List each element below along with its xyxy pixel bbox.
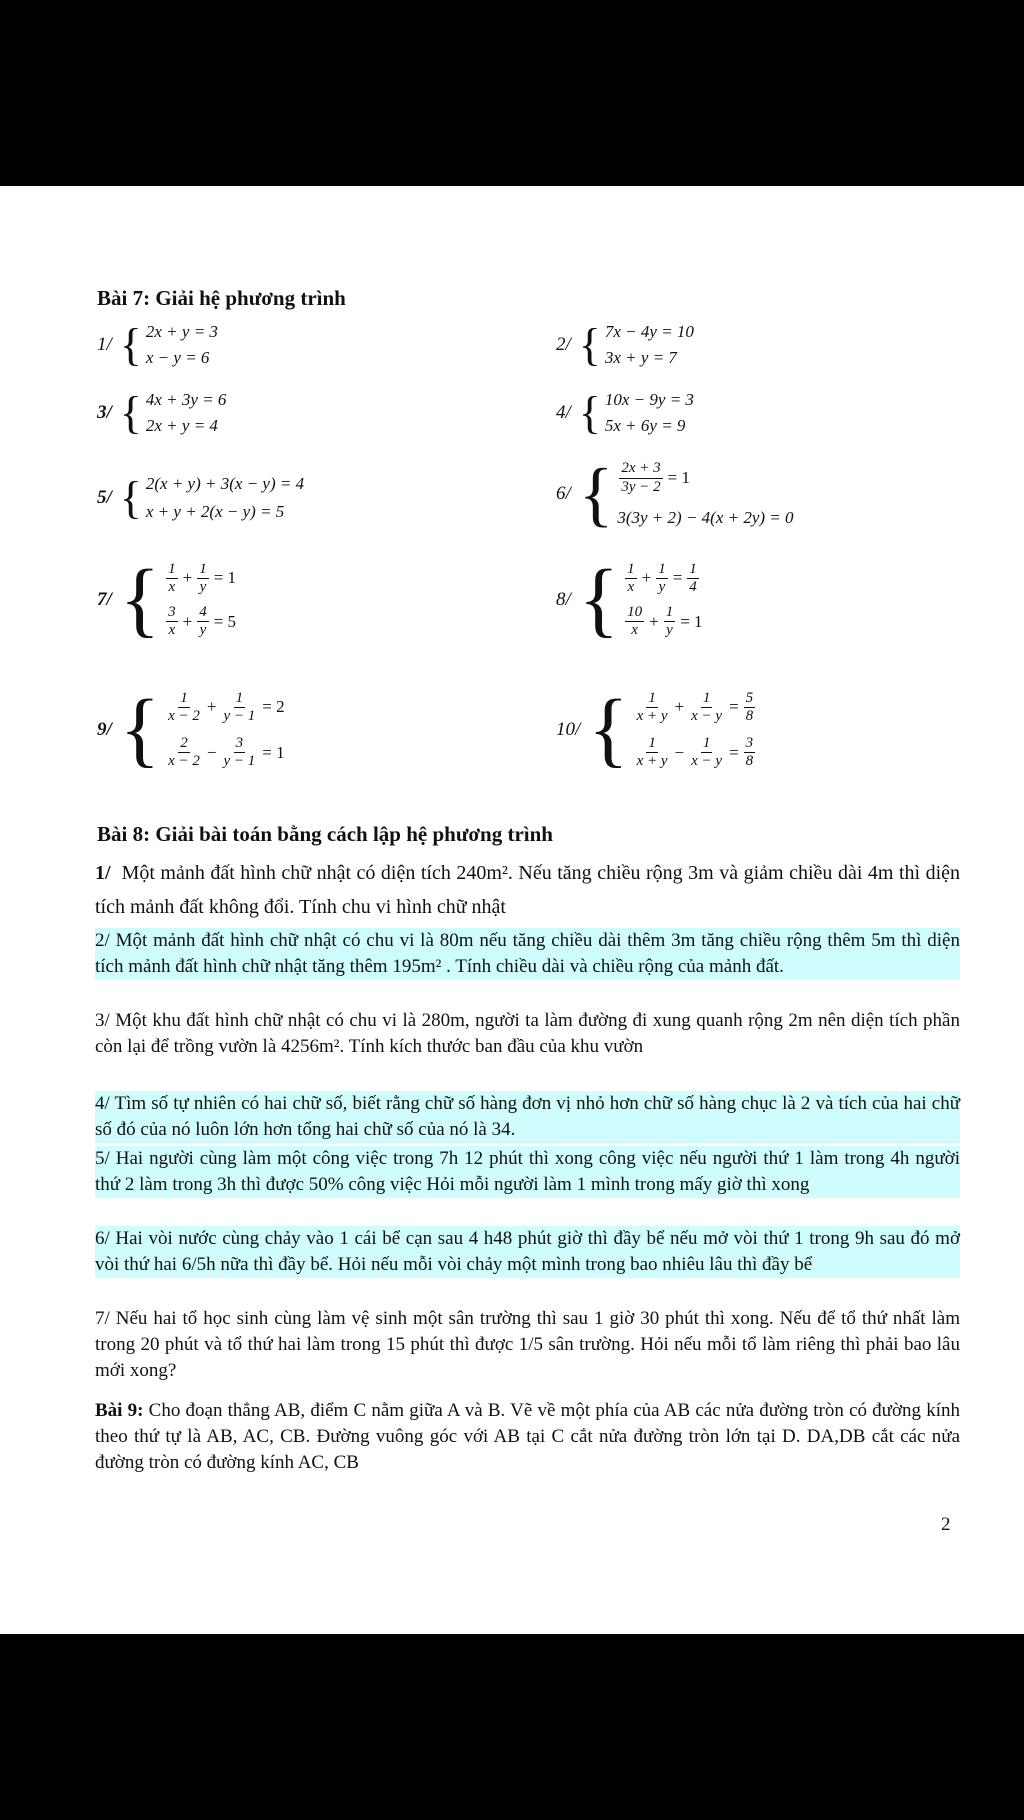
brace-icon: { <box>578 454 614 534</box>
system-label: 7/ <box>97 589 112 610</box>
page-number: 2 <box>941 1514 951 1535</box>
system-6 <box>556 454 794 534</box>
fraction: $\frac{3}{x}$ <box>168 604 176 639</box>
brace-icon: { <box>578 387 601 438</box>
system-label: 4/ <box>556 402 571 423</box>
equation: 5x + 6y = 9 <box>604 416 686 435</box>
fraction: $\frac{1}{y}$ <box>665 604 674 639</box>
equation: $\frac{1}{x}$ + $\frac{1}{y}$ = $\frac{1}{4}$ <box>627 560 697 595</box>
problem-text: Một mảnh đất hình chữ nhật có diện tích 240m². Nếu tăng chiều rộng 3m và giảm chiều dài 4m thì diện tích mảnh đất không đổi. Tính chu vi hình chữ nhật <box>95 862 960 918</box>
system-5 <box>97 474 304 522</box>
fraction: $\frac{1}{x - y}$ <box>691 689 723 724</box>
document-page <box>0 186 1024 1634</box>
fraction: $\frac{1}{4}$ <box>689 560 697 595</box>
fraction: $\frac{1}{x - y}$ <box>691 735 723 770</box>
equation: 3x + y = 7 <box>604 348 677 367</box>
fraction: $\frac{2}{x - 2}$ <box>168 735 200 770</box>
equation: x − y = 6 <box>145 348 210 367</box>
problem-7: 7/ Nếu hai tổ học sinh cùng làm vệ sinh một sân trường thì sau 1 giờ 30 phút thì xong. Nếu để tổ thứ nhất làm trong 20 phút và tổ thứ hai làm trong 15 phút thì được 1/5 sân trường. Hỏi nếu mỗi tổ làm riêng thì phải bao lâu mới xong? <box>95 1308 960 1381</box>
equation: 3(3y + 2) − 4(x + 2y) = 0 <box>617 507 794 527</box>
problem-3: 3/ Một khu đất hình chữ nhật có chu vi là 280m, người ta làm đường đi xung quanh rộng 2m nên diện tích phần còn lại để trồng vườn là 4256m². Tính kích thước ban đầu của khu vườn <box>95 1010 960 1057</box>
fraction: $\frac{10}{x}$ <box>627 604 643 639</box>
equation: 4x + 3y = 6 <box>145 390 227 409</box>
equation: x + y + 2(x − y) = 5 <box>145 502 285 521</box>
system-9 <box>97 683 288 776</box>
system-label: 6/ <box>556 483 571 504</box>
equation: $\frac{1}{x}$ + $\frac{1}{y}$ = 1 <box>168 560 237 595</box>
fraction: $\frac{1}{x}$ <box>627 560 635 595</box>
fraction: $\frac{2x + 3}{3y - 2}$ <box>621 460 661 495</box>
system-10 <box>556 683 757 776</box>
equation: $\frac{1}{x + y}$ + $\frac{1}{x - y}$ = $\frac{5}{8}$ <box>636 689 754 724</box>
equation: 7x − 4y = 10 <box>604 322 694 341</box>
equation: 2(x + y) + 3(x − y) = 4 <box>145 474 305 493</box>
bai8-title: Bài 8: Giải bài toán bằng cách lập hệ phương trình <box>97 822 553 846</box>
system-label: 8/ <box>556 589 571 610</box>
brace-icon: { <box>119 683 161 776</box>
problem-label: 1/ <box>95 862 111 884</box>
system-1 <box>97 319 218 370</box>
fraction: $\frac{1}{x + y}$ <box>636 735 668 770</box>
equation: $\frac{1}{x + y}$ − $\frac{1}{x - y}$ = $\frac{3}{8}$ <box>636 735 754 770</box>
brace-icon: { <box>578 553 620 646</box>
system-2 <box>556 319 694 370</box>
equation: $\frac{2x + 3}{3y - 2}$ = 1 <box>621 460 690 495</box>
equation: $\frac{3}{x}$ + $\frac{4}{y}$ = 5 <box>168 604 237 639</box>
brace-icon: { <box>119 472 142 523</box>
equation: $\frac{10}{x}$ + $\frac{1}{y}$ = 1 <box>627 604 703 639</box>
bai7-title: Bài 7: Giải hệ phương trình <box>97 286 346 310</box>
fraction: $\frac{1}{y - 1}$ <box>223 689 256 724</box>
equation: 10x − 9y = 3 <box>604 390 694 409</box>
fraction: $\frac{1}{x}$ <box>168 560 176 595</box>
system-label: 5/ <box>97 487 112 508</box>
fraction: $\frac{1}{y}$ <box>199 560 207 595</box>
fraction: $\frac{5}{8}$ <box>745 689 754 724</box>
fraction: $\frac{4}{y}$ <box>199 604 207 639</box>
system-4 <box>556 387 694 438</box>
equation: $\frac{2}{x - 2}$ − $\frac{3}{y - 1}$ = 1 <box>168 735 285 770</box>
brace-icon: { <box>119 553 161 646</box>
problem-4: 4/ Tìm số tự nhiên có hai chữ số, biết rằng chữ số hàng đơn vị nhỏ hơn chữ số hàng chục là 2 và tích của hai chữ số đó của nó luôn lớn hơn tổng hai chữ số của nó là 34. <box>95 1091 960 1143</box>
fraction: $\frac{3}{y - 1}$ <box>223 735 256 770</box>
bai9-text: Cho đoạn thẳng AB, điểm C nằm giữa A và B. Vẽ về một phía của AB các nửa đường tròn có đường kính theo thứ tự là AB, AC, CB. Đường vuông góc với AB tại C cắt nửa đường tròn lớn tại D. DA,DB cắt các nửa đường tròn có đường kính AC, CB <box>95 1400 960 1473</box>
brace-icon: { <box>119 387 142 438</box>
equation: $\frac{1}{x - 2}$ + $\frac{1}{y - 1}$ = 2 <box>168 689 285 724</box>
equation: 2x + y = 3 <box>145 322 218 341</box>
system-label: 2/ <box>556 334 571 355</box>
brace-icon: { <box>119 319 142 370</box>
problem-5: 5/ Hai người cùng làm một công việc trong 7h 12 phút thì xong công việc nếu người thứ 1 làm trong 4h người thứ 2 làm trong 3h thì được 50% công việc Hỏi mỗi người làm 1 mình trong mấy giờ thì xong <box>95 1146 960 1198</box>
problem-1 <box>95 856 960 924</box>
problem-6: 6/ Hai vòi nước cùng chảy vào 1 cái bể cạn sau 4 h48 phút giờ thì đầy bể nếu mở vòi thứ 1 trong 9h sau đó mở vòi thứ hai 6/5h nữa thì đầy bể. Hỏi nếu mỗi vòi chảy một mình trong bao nhiêu lâu thì đầy bể <box>95 1226 960 1278</box>
bai9-label: Bài 9: <box>95 1400 144 1421</box>
system-3 <box>97 387 227 438</box>
system-7 <box>97 553 239 646</box>
system-label: 10/ <box>556 719 581 740</box>
problem-2: 2/ Một mảnh đất hình chữ nhật có chu vi là 80m nếu tăng chiều dài thêm 3m tăng chiều rộng thêm 5m thì diện tích mảnh đất hình chữ nhật tăng thêm 195m² . Tính chiều dài và chiều rộng của mảnh đất. <box>95 928 960 980</box>
system-label: 1/ <box>97 334 112 355</box>
bai9 <box>95 1398 960 1476</box>
fraction: $\frac{1}{x - 2}$ <box>168 689 200 724</box>
fraction: $\frac{1}{x + y}$ <box>636 689 668 724</box>
fraction: $\frac{3}{8}$ <box>745 735 754 770</box>
brace-icon: { <box>578 319 601 370</box>
system-8 <box>556 553 706 646</box>
equation: 2x + y = 4 <box>145 416 218 435</box>
fraction: $\frac{1}{y}$ <box>658 560 666 595</box>
system-label: 9/ <box>97 719 112 740</box>
brace-icon: { <box>588 683 629 776</box>
system-label: 3/ <box>97 402 112 423</box>
